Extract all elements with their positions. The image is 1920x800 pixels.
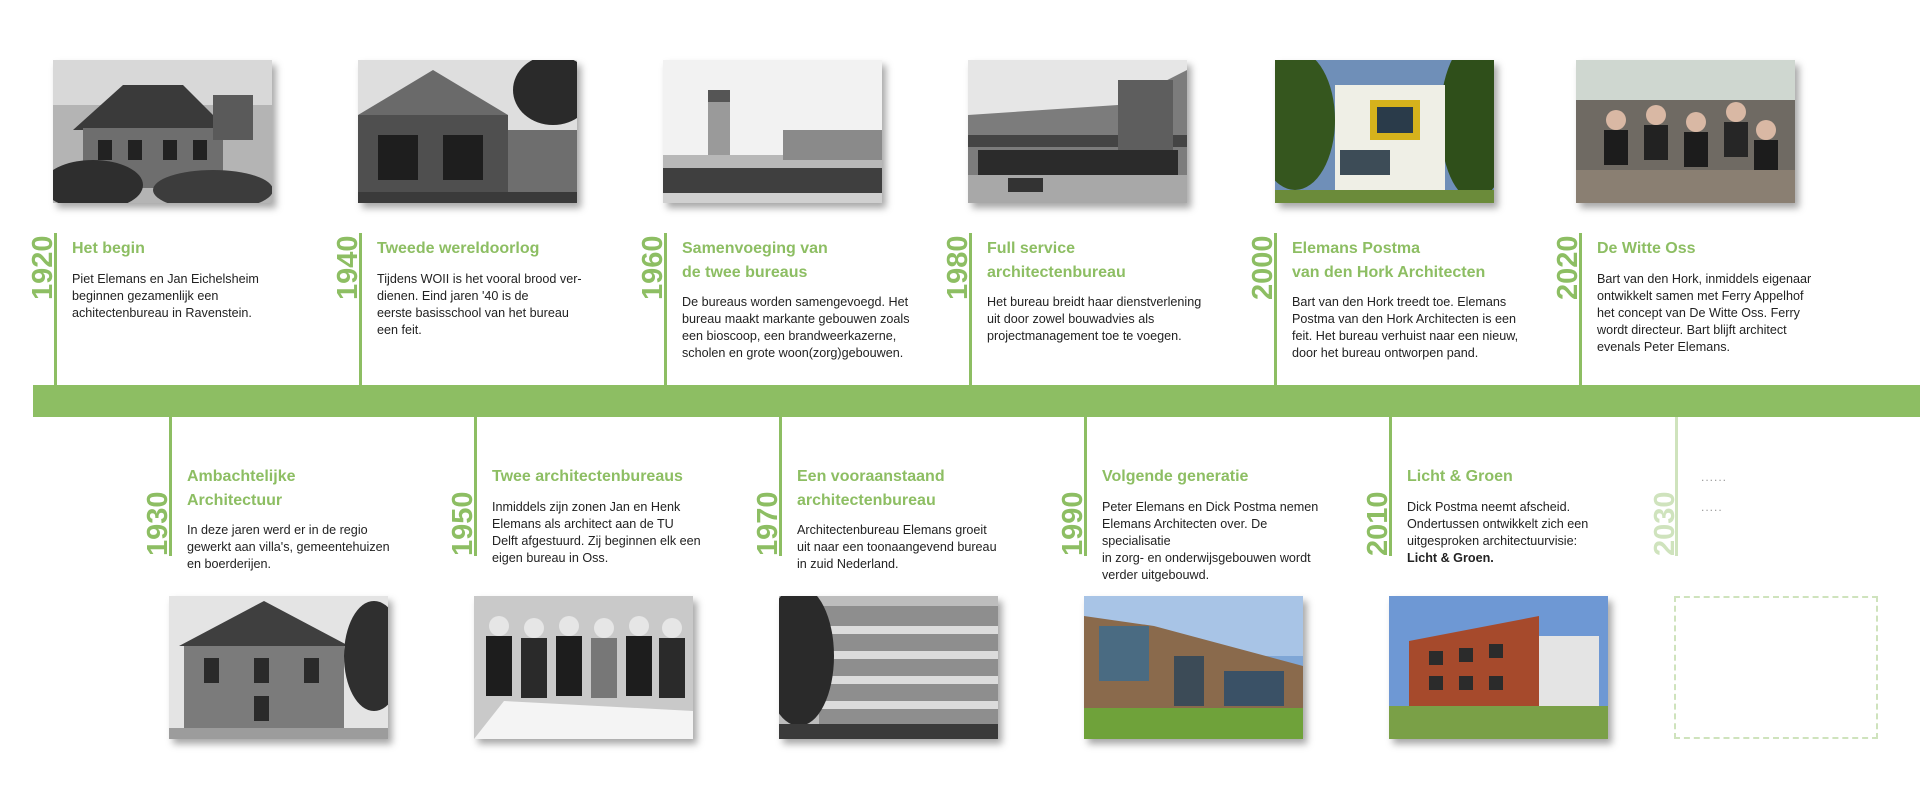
timeline-bar <box>33 385 1920 417</box>
event-description: Bart van den Hork treedt toe. Elemans Postma van den Hork Architecten is een feit. Het bureau verhuist naar een nieuw, door het bureau ontworpen pand. <box>1292 295 1519 360</box>
event-description: De bureaus worden samengevoegd. Het bureau maakt markante gebouwen zoals een bioscoop, een brandweerkazerne, scholen en grote woon(zorg)gebouwen. <box>682 295 910 360</box>
event-title: Samenvoeging van de twee bureaus <box>682 240 828 281</box>
placeholder-dots: ...... <box>1701 470 1728 484</box>
event-description: Inmiddels zijn zonen Jan en Henk Elemans als architect aan de TU Delft afgestuurd. Zij beginnen elk een eigen bureau in Oss. <box>492 500 701 565</box>
event-description: Tijdens WOII is het vooral brood ver- dienen. Eind jaren '40 is de eerste basisschool van het bureau een feit. <box>377 272 582 337</box>
event-title: Het begin <box>72 240 145 257</box>
placeholder-dots: ..... <box>1701 500 1723 514</box>
event-description: In deze jaren werd er in de regio gewerkt aan villa's, gemeentehuizen en boerderijen. <box>187 523 390 571</box>
photo-group-icon <box>474 596 693 739</box>
photo-villa-icon <box>53 60 272 203</box>
event-description: Architectenbureau Elemans groeit uit naar een toonaangevend bureau in zuid Nederland. <box>797 523 997 571</box>
event-title: Een vooraanstaand architectenbureau <box>797 468 945 509</box>
photo-office-pand-icon <box>1275 60 1494 203</box>
event-title: Volgende generatie <box>1102 468 1249 485</box>
event-description: Piet Elemans en Jan Eichelsheim beginnen gezamenlijk een achitectenbureau in Ravenstein. <box>72 272 259 320</box>
photo-brick-house-icon <box>169 596 388 739</box>
photo-school-icon <box>358 60 577 203</box>
event-description: Dick Postma neemt afscheid. Ondertussen ontwikkelt zich een uitgesproken architectuurvisie: Licht & Groen. <box>1407 500 1589 565</box>
event-title: Full service architectenbureau <box>987 240 1126 281</box>
event-title: Elemans Postma van den Hork Architecten <box>1292 240 1486 281</box>
event-title: Ambachtelijke Architectuur <box>187 468 296 509</box>
event-description: Peter Elemans en Dick Postma nemen Elemans Architecten over. De specialisatie in zorg- en onderwijsgebouwen wordt verder uitgebouwd. <box>1102 500 1319 582</box>
photo-apartments-icon <box>779 596 998 739</box>
photo-office-building-icon <box>968 60 1187 203</box>
event-title: De Witte Oss <box>1597 240 1696 257</box>
photo-team-icon <box>1576 60 1795 203</box>
event-description: Het bureau breidt haar dienstverlening uit door zowel bouwadvies als projectmanagement toe te voegen. <box>987 295 1202 343</box>
event-title: Licht & Groen <box>1407 468 1513 485</box>
event-title: Tweede wereldoorlog <box>377 240 540 257</box>
photo-fire-station-icon <box>663 60 882 203</box>
photo-modern-building-icon <box>1084 596 1303 739</box>
event-description: Bart van den Hork, inmiddels eigenaar ontwikkelt samen met Ferry Appelhof het concept van De Witte Oss. Ferry wordt directeur. Bart blijft architect evenals Peter Elemans. <box>1597 272 1812 354</box>
photo-school-brick-icon <box>1389 596 1608 739</box>
photo-placeholder <box>1674 596 1878 739</box>
event-title: Twee architectenbureaus <box>492 468 683 485</box>
